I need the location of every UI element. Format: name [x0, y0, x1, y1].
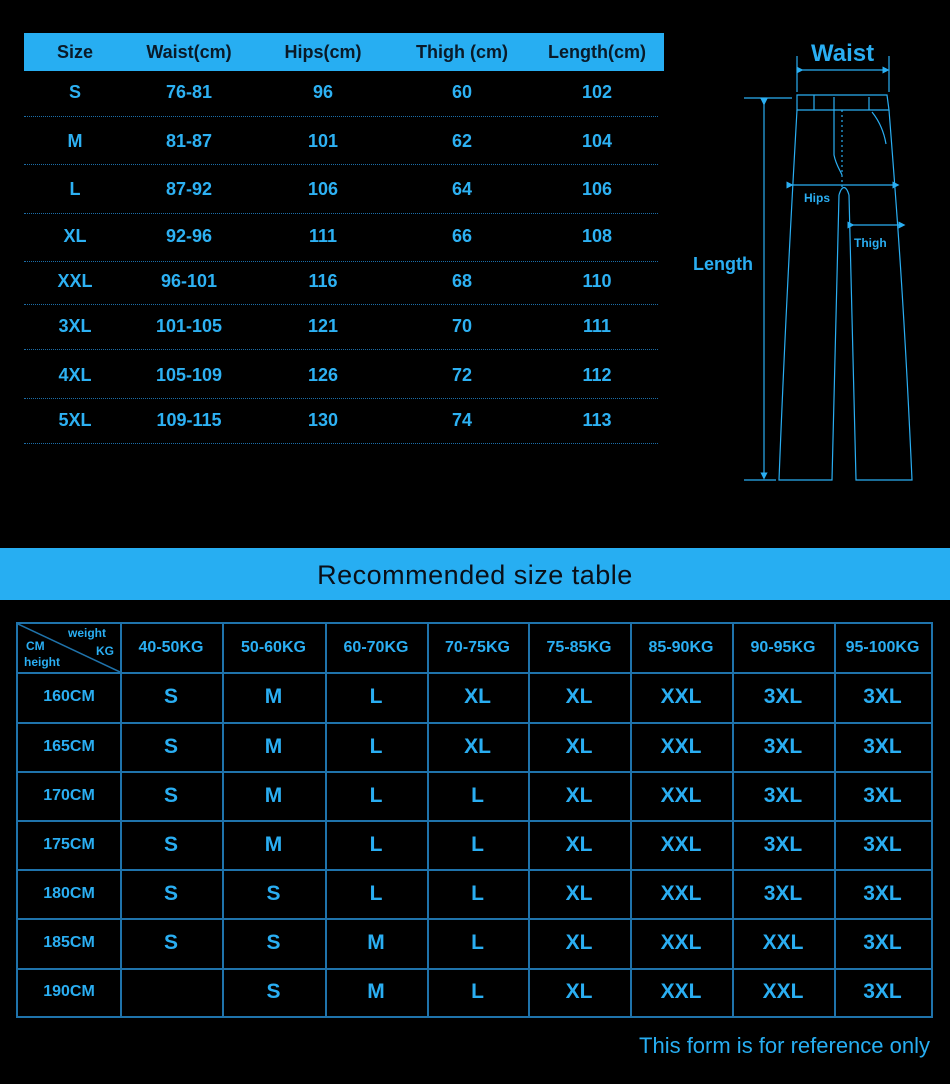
size-recommendation-cell: L: [471, 980, 484, 1003]
size-recommendation-cell: XXL: [660, 784, 702, 807]
recommended-banner: [0, 548, 950, 600]
size-recommendation-cell: XXL: [660, 931, 702, 954]
size-recommendation-cell: 3XL: [863, 833, 902, 856]
header-hips: Hips(cm): [284, 42, 362, 62]
measurement-cell: 130: [307, 410, 339, 430]
size-recommendation-cell: M: [264, 784, 283, 807]
height-label: 160CM: [43, 688, 95, 705]
size-cell: L: [69, 179, 81, 199]
weight-header: 60-70KG: [343, 639, 409, 656]
size-recommendation-cell: XXL: [660, 882, 702, 905]
measurement-cell: 60: [451, 82, 473, 102]
row-divider: [24, 261, 658, 262]
size-recommendation-cell: XL: [565, 685, 593, 708]
measurement-cell: 92-96: [165, 226, 213, 246]
measurement-cell: 105-109: [155, 365, 223, 385]
size-recommendation-cell: 3XL: [863, 735, 902, 758]
size-recommendation-cell: S: [163, 931, 178, 954]
weight-header: 85-90KG: [648, 639, 714, 656]
table-row: [24, 410, 664, 430]
corner-weight-label: weight: [68, 626, 106, 640]
measurement-cell: 111: [308, 226, 338, 246]
measurement-cell: 96: [312, 82, 334, 102]
row-divider: [24, 116, 658, 117]
table-row: [24, 131, 664, 151]
size-recommendation-cell: [120, 968, 222, 1016]
size-recommendation-cell: L: [471, 784, 484, 807]
size-recommendation-cell: S: [163, 685, 178, 708]
corner-height-label: height: [24, 655, 60, 669]
height-label: 165CM: [43, 738, 95, 755]
table-row: [24, 179, 664, 199]
size-recommendation-cell: L: [369, 784, 383, 807]
measurement-cell: 126: [307, 365, 339, 385]
size-recommendation-cell: 3XL: [863, 784, 902, 807]
weight-header: 40-50KG: [138, 639, 204, 656]
measurement-cell: 116: [308, 271, 338, 291]
size-recommendation-cell: S: [266, 931, 281, 954]
size-recommendation-cell: XL: [464, 735, 491, 758]
size-recommendation-cell: S: [163, 784, 178, 807]
measurement-cell: 62: [451, 131, 473, 151]
size-recommendation-cell: L: [471, 931, 484, 954]
table-row: [24, 271, 664, 291]
size-recommendation-cell: XXL: [762, 931, 804, 954]
weight-header: 50-60KG: [241, 639, 306, 656]
measurement-cell: 113: [582, 410, 612, 430]
measurement-cell: 81-87: [165, 131, 213, 151]
measurement-cell: 106: [307, 179, 339, 199]
size-recommendation-cell: XL: [565, 735, 593, 758]
size-recommendation-cell: L: [471, 833, 484, 856]
measurement-cell: 96-101: [160, 271, 218, 291]
table-row: [24, 316, 664, 336]
measurement-cell: 87-92: [165, 179, 213, 199]
size-recommendation-cell: XL: [565, 882, 593, 905]
measurement-cell: 121: [307, 316, 339, 336]
size-recommendation-cell: 3XL: [863, 882, 902, 905]
size-recommendation-cell: 3XL: [763, 685, 803, 708]
pants-measurement-diagram: [684, 40, 934, 490]
measurement-cell: 101: [307, 131, 339, 151]
measurement-cell: 66: [451, 226, 473, 246]
size-recommendation-cell: S: [266, 980, 281, 1003]
corner-kg-label: KG: [96, 644, 114, 658]
size-recommendation-cell: M: [264, 735, 283, 758]
size-recommendation-cell: L: [369, 833, 383, 856]
size-recommendation-cell: XXL: [762, 980, 804, 1003]
measurement-cell: 101-105: [155, 316, 223, 336]
size-recommendation-cell: 3XL: [863, 685, 902, 708]
waist-label: Waist: [811, 40, 875, 67]
weight-header: 75-85KG: [546, 639, 612, 656]
size-recommendation-cell: XXL: [660, 735, 702, 758]
measurement-cell: 68: [451, 271, 473, 291]
size-recommendation-cell: S: [163, 735, 178, 758]
height-label: 180CM: [43, 885, 95, 902]
weight-header: 90-95KG: [750, 639, 816, 656]
row-divider: [24, 398, 658, 399]
size-cell: XL: [63, 226, 87, 246]
header-thigh: Thigh (cm): [416, 42, 508, 62]
size-cell: 3XL: [58, 316, 92, 336]
height-label: 190CM: [43, 983, 95, 1000]
size-recommendation-cell: XXL: [660, 685, 702, 708]
weight-header: 70-75KG: [445, 639, 510, 656]
measurement-cell: 76-81: [165, 82, 213, 102]
size-cell: M: [67, 131, 83, 151]
row-divider: [24, 304, 658, 305]
measurement-cell: 72: [451, 365, 473, 385]
size-recommendation-cell: XL: [565, 980, 593, 1003]
size-recommendation-cell: S: [163, 882, 178, 905]
size-recommendation-cell: M: [264, 833, 283, 856]
size-recommendation-cell: 3XL: [763, 882, 803, 905]
row-divider: [24, 349, 658, 350]
hips-label: Hips: [804, 191, 831, 205]
size-recommendation-cell: L: [369, 735, 383, 758]
size-recommendation-cell: 3XL: [763, 833, 803, 856]
length-label: Length: [693, 254, 753, 274]
recommended-size-table: [16, 622, 933, 1018]
size-recommendation-cell: 3XL: [863, 980, 902, 1003]
measurement-cell: 102: [581, 82, 613, 102]
measurement-cell: 111: [582, 316, 612, 336]
measurement-cell: 74: [451, 410, 473, 430]
measurement-cell: 112: [582, 365, 612, 385]
size-recommendation-cell: S: [266, 882, 281, 905]
size-recommendation-cell: XL: [565, 784, 593, 807]
size-cell: 4XL: [58, 365, 92, 385]
size-recommendation-cell: XL: [464, 685, 491, 708]
size-recommendation-cell: XL: [565, 833, 593, 856]
header-size: Size: [56, 42, 94, 62]
size-recommendation-cell: 3XL: [863, 931, 902, 954]
size-cell: 5XL: [58, 410, 92, 430]
measurement-cell: 106: [581, 179, 613, 199]
size-recommendation-cell: L: [471, 882, 484, 905]
thigh-label: Thigh: [854, 236, 887, 250]
measurement-cell: 104: [581, 131, 613, 151]
table-row: [24, 226, 664, 246]
row-divider: [24, 443, 658, 444]
header-length: Length(cm): [548, 42, 646, 62]
measurement-cell: 108: [581, 226, 613, 246]
size-recommendation-cell: XXL: [660, 980, 702, 1003]
size-cell: S: [68, 82, 81, 102]
size-recommendation-cell: M: [367, 931, 385, 954]
weight-header: 95-100KG: [845, 639, 920, 656]
size-recommendation-cell: XXL: [660, 833, 702, 856]
size-recommendation-cell: 3XL: [763, 735, 803, 758]
corner-cm-label: CM: [26, 639, 45, 653]
size-recommendation-cell: L: [369, 882, 383, 905]
height-label: 185CM: [43, 934, 95, 951]
reference-footnote: This form is for reference only: [639, 1033, 930, 1058]
measurement-cell: 70: [451, 316, 473, 336]
size-recommendation-cell: 3XL: [763, 784, 803, 807]
measurement-cell: 109-115: [156, 410, 222, 430]
measurement-cell: 110: [582, 271, 612, 291]
size-recommendation-cell: L: [369, 685, 383, 708]
table-row: [24, 82, 664, 102]
height-label: 170CM: [43, 787, 95, 804]
size-recommendation-cell: S: [163, 833, 178, 856]
row-divider: [24, 164, 658, 165]
recommended-title: Recommended size table: [317, 560, 633, 590]
size-recommendation-cell: M: [367, 980, 385, 1003]
size-recommendation-cell: M: [264, 685, 283, 708]
measurement-cell: 64: [451, 179, 473, 199]
size-recommendation-cell: XL: [565, 931, 593, 954]
size-cell: XXL: [57, 271, 93, 291]
table-row: [24, 365, 664, 385]
header-waist: Waist(cm): [146, 42, 232, 62]
size-table-header: [24, 33, 664, 71]
height-label: 175CM: [43, 836, 95, 853]
row-divider: [24, 213, 658, 214]
